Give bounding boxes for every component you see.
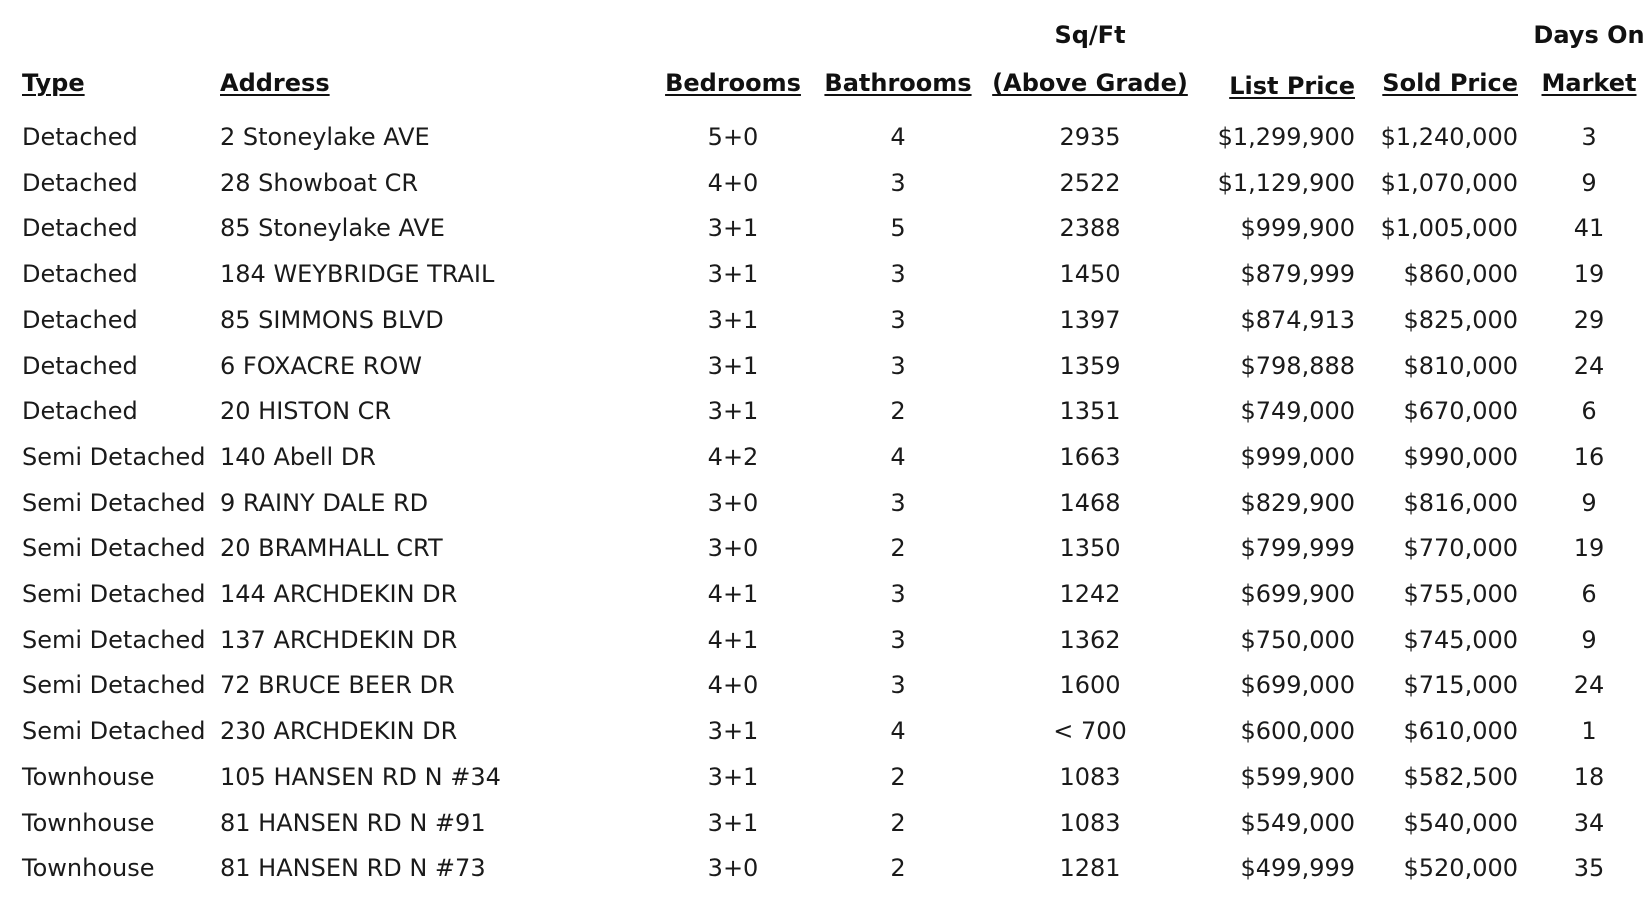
bedrooms-cell: 5+0 xyxy=(707,123,759,151)
table-row xyxy=(0,298,1650,344)
table-row xyxy=(0,344,1650,390)
days-on-market-cell: 9 xyxy=(1581,625,1597,654)
days-on-market-cell: 6 xyxy=(1581,397,1597,426)
bedrooms-cell: 4+1 xyxy=(707,580,759,608)
list-price-cell: $874,913 xyxy=(1240,305,1355,334)
list-price-cell: $798,888 xyxy=(1240,351,1355,380)
header-market: Market xyxy=(1541,69,1637,97)
address-cell: 2 Stoneylake AVE xyxy=(220,123,430,151)
sqft-cell: 1083 xyxy=(1059,808,1121,837)
list-price-cell: $999,900 xyxy=(1240,214,1355,243)
address-cell: 28 Showboat CR xyxy=(220,168,419,197)
bedrooms-cell: 3+0 xyxy=(707,488,759,517)
address-cell: 6 FOXACRE ROW xyxy=(220,351,423,380)
days-on-market-cell: 1 xyxy=(1581,717,1597,746)
sqft-cell: 1468 xyxy=(1059,488,1121,517)
address-cell: 9 RAINY DALE RD xyxy=(220,488,429,517)
days-on-market-cell: 19 xyxy=(1573,260,1605,289)
bedrooms-cell: 3+1 xyxy=(707,351,759,380)
bedrooms-cell: 4+1 xyxy=(707,625,759,654)
address-cell: 72 BRUCE BEER DR xyxy=(220,671,455,700)
table-row xyxy=(0,709,1650,755)
type-cell: Semi Detached xyxy=(22,671,206,700)
header-type: Type xyxy=(22,69,85,97)
sold-price-cell: $670,000 xyxy=(1403,397,1518,426)
days-on-market-cell: 29 xyxy=(1573,305,1605,334)
type-cell: Detached xyxy=(22,214,138,243)
type-cell: Semi Detached xyxy=(22,717,206,746)
list-price-cell: $599,900 xyxy=(1240,762,1355,791)
sqft-cell: < 700 xyxy=(1053,717,1127,746)
type-cell: Semi Detached xyxy=(22,625,206,654)
table-row xyxy=(0,481,1650,527)
bathrooms-cell: 3 xyxy=(890,351,906,380)
sold-price-cell: $540,000 xyxy=(1403,808,1518,837)
bedrooms-cell: 3+1 xyxy=(707,762,759,791)
address-cell: 137 ARCHDEKIN DR xyxy=(220,625,458,654)
header-sold-price: Sold Price xyxy=(1382,69,1518,97)
table-row xyxy=(0,755,1650,801)
table-row xyxy=(0,572,1650,618)
address-cell: 20 HISTON CR xyxy=(220,397,392,426)
type-cell: Detached xyxy=(22,260,138,289)
bathrooms-cell: 3 xyxy=(890,580,906,608)
sold-price-cell: $860,000 xyxy=(1403,260,1518,289)
bathrooms-cell: 3 xyxy=(890,488,906,517)
type-cell: Townhouse xyxy=(22,808,155,837)
bathrooms-cell: 3 xyxy=(890,305,906,334)
bedrooms-cell: 3+1 xyxy=(707,260,759,289)
sold-price-cell: $520,000 xyxy=(1403,854,1518,883)
days-on-market-cell: 41 xyxy=(1573,214,1605,243)
list-price-cell: $829,900 xyxy=(1240,488,1355,517)
sqft-cell: 1281 xyxy=(1059,854,1121,883)
list-price-cell: $699,000 xyxy=(1240,671,1355,700)
sold-price-cell: $755,000 xyxy=(1403,580,1518,608)
days-on-market-cell: 34 xyxy=(1573,808,1605,837)
bedrooms-cell: 4+2 xyxy=(707,442,759,471)
bathrooms-cell: 2 xyxy=(890,534,906,563)
sqft-cell: 1397 xyxy=(1059,305,1121,334)
bedrooms-cell: 3+1 xyxy=(707,397,759,426)
list-price-cell: $1,129,900 xyxy=(1217,168,1355,197)
address-cell: 184 WEYBRIDGE TRAIL xyxy=(220,260,495,289)
bathrooms-cell: 2 xyxy=(890,762,906,791)
type-cell: Detached xyxy=(22,305,138,334)
list-price-cell: $600,000 xyxy=(1240,717,1355,746)
sold-price-cell: $1,005,000 xyxy=(1380,214,1518,243)
type-cell: Detached xyxy=(22,168,138,197)
bathrooms-cell: 3 xyxy=(890,260,906,289)
table-row xyxy=(0,161,1650,207)
address-cell: 20 BRAMHALL CRT xyxy=(220,534,443,563)
sqft-cell: 1350 xyxy=(1059,534,1121,563)
bathrooms-cell: 3 xyxy=(890,671,906,700)
bedrooms-cell: 4+0 xyxy=(707,168,759,197)
bathrooms-cell: 3 xyxy=(890,625,906,654)
bathrooms-cell: 4 xyxy=(890,442,906,471)
list-price-cell: $750,000 xyxy=(1240,625,1355,654)
list-price-cell: $499,999 xyxy=(1240,854,1355,883)
list-price-cell: $1,299,900 xyxy=(1217,123,1355,151)
sold-price-cell: $610,000 xyxy=(1403,717,1518,746)
header-bathrooms: Bathrooms xyxy=(824,69,972,97)
sold-price-cell: $816,000 xyxy=(1403,488,1518,517)
days-on-market-cell: 9 xyxy=(1581,488,1597,517)
type-cell: Detached xyxy=(22,351,138,380)
days-on-market-cell: 9 xyxy=(1581,168,1597,197)
sqft-cell: 1242 xyxy=(1059,580,1121,608)
bedrooms-cell: 3+0 xyxy=(707,854,759,883)
days-on-market-cell: 24 xyxy=(1573,351,1605,380)
days-on-market-cell: 6 xyxy=(1581,580,1597,608)
list-price-cell: $699,900 xyxy=(1240,580,1355,608)
table-row xyxy=(0,206,1650,252)
bedrooms-cell: 3+0 xyxy=(707,534,759,563)
sold-price-cell: $1,070,000 xyxy=(1380,168,1518,197)
address-cell: 105 HANSEN RD N #34 xyxy=(220,762,501,791)
bathrooms-cell: 4 xyxy=(890,717,906,746)
list-price-cell: $549,000 xyxy=(1240,808,1355,837)
sqft-cell: 2388 xyxy=(1059,214,1121,243)
type-cell: Townhouse xyxy=(22,762,155,791)
days-on-market-cell: 24 xyxy=(1573,671,1605,700)
days-on-market-cell: 16 xyxy=(1573,442,1605,471)
header-address: Address xyxy=(220,69,330,97)
header-bedrooms: Bedrooms xyxy=(665,69,801,97)
sqft-cell: 1351 xyxy=(1059,397,1121,426)
bathrooms-cell: 4 xyxy=(890,123,906,151)
address-cell: 85 SIMMONS BLVD xyxy=(220,305,444,334)
address-cell: 140 Abell DR xyxy=(220,442,376,471)
list-price-cell: $799,999 xyxy=(1240,534,1355,563)
sqft-cell: 1359 xyxy=(1059,351,1121,380)
sqft-cell: 1663 xyxy=(1059,442,1121,471)
address-cell: 144 ARCHDEKIN DR xyxy=(220,580,458,608)
days-on-market-cell: 35 xyxy=(1573,854,1605,883)
list-price-cell: $749,000 xyxy=(1240,397,1355,426)
list-price-cell: $999,000 xyxy=(1240,442,1355,471)
sqft-cell: 2522 xyxy=(1059,168,1121,197)
type-cell: Semi Detached xyxy=(22,442,206,471)
address-cell: 81 HANSEN RD N #91 xyxy=(220,808,486,837)
sold-price-cell: $810,000 xyxy=(1403,351,1518,380)
sold-price-cell: $770,000 xyxy=(1403,534,1518,563)
sqft-cell: 1362 xyxy=(1059,625,1121,654)
sold-price-cell: $1,240,000 xyxy=(1380,123,1518,151)
header-list-price: List Price xyxy=(1229,72,1355,100)
table-row xyxy=(0,618,1650,664)
type-cell: Detached xyxy=(22,123,138,151)
list-price-cell: $879,999 xyxy=(1240,260,1355,289)
sqft-cell: 1083 xyxy=(1059,762,1121,791)
bathrooms-cell: 2 xyxy=(890,397,906,426)
days-on-market-cell: 19 xyxy=(1573,534,1605,563)
table-row xyxy=(0,389,1650,435)
sold-price-cell: $715,000 xyxy=(1403,671,1518,700)
bathrooms-cell: 3 xyxy=(890,168,906,197)
table-row xyxy=(0,801,1650,847)
header-sqft-line2: (Above Grade) xyxy=(992,69,1188,97)
days-on-market-cell: 3 xyxy=(1581,123,1597,151)
sqft-cell: 1450 xyxy=(1059,260,1121,289)
sqft-cell: 2935 xyxy=(1059,123,1121,151)
table-row xyxy=(0,115,1650,161)
type-cell: Detached xyxy=(22,397,138,426)
bedrooms-cell: 3+1 xyxy=(707,717,759,746)
header-days-on: Days On xyxy=(1533,21,1645,49)
sqft-cell: 1600 xyxy=(1059,671,1121,700)
sold-price-cell: $825,000 xyxy=(1403,305,1518,334)
bedrooms-cell: 3+1 xyxy=(707,808,759,837)
bedrooms-cell: 3+1 xyxy=(707,305,759,334)
bedrooms-cell: 3+1 xyxy=(707,214,759,243)
bathrooms-cell: 5 xyxy=(890,214,906,243)
type-cell: Townhouse xyxy=(22,854,155,883)
table-row xyxy=(0,526,1650,572)
bathrooms-cell: 2 xyxy=(890,854,906,883)
table-row xyxy=(0,663,1650,709)
sold-price-cell: $745,000 xyxy=(1403,625,1518,654)
header-sqft-line1: Sq/Ft xyxy=(1054,21,1126,49)
address-cell: 230 ARCHDEKIN DR xyxy=(220,717,458,746)
days-on-market-cell: 18 xyxy=(1573,762,1605,791)
sold-price-cell: $582,500 xyxy=(1403,762,1518,791)
type-cell: Semi Detached xyxy=(22,580,206,608)
type-cell: Semi Detached xyxy=(22,488,206,517)
sold-price-cell: $990,000 xyxy=(1403,442,1518,471)
address-cell: 85 Stoneylake AVE xyxy=(220,214,445,243)
table-row xyxy=(0,846,1650,892)
type-cell: Semi Detached xyxy=(22,534,206,563)
bathrooms-cell: 2 xyxy=(890,808,906,837)
table-row xyxy=(0,252,1650,298)
table-row xyxy=(0,435,1650,481)
address-cell: 81 HANSEN RD N #73 xyxy=(220,854,486,883)
bedrooms-cell: 4+0 xyxy=(707,671,759,700)
